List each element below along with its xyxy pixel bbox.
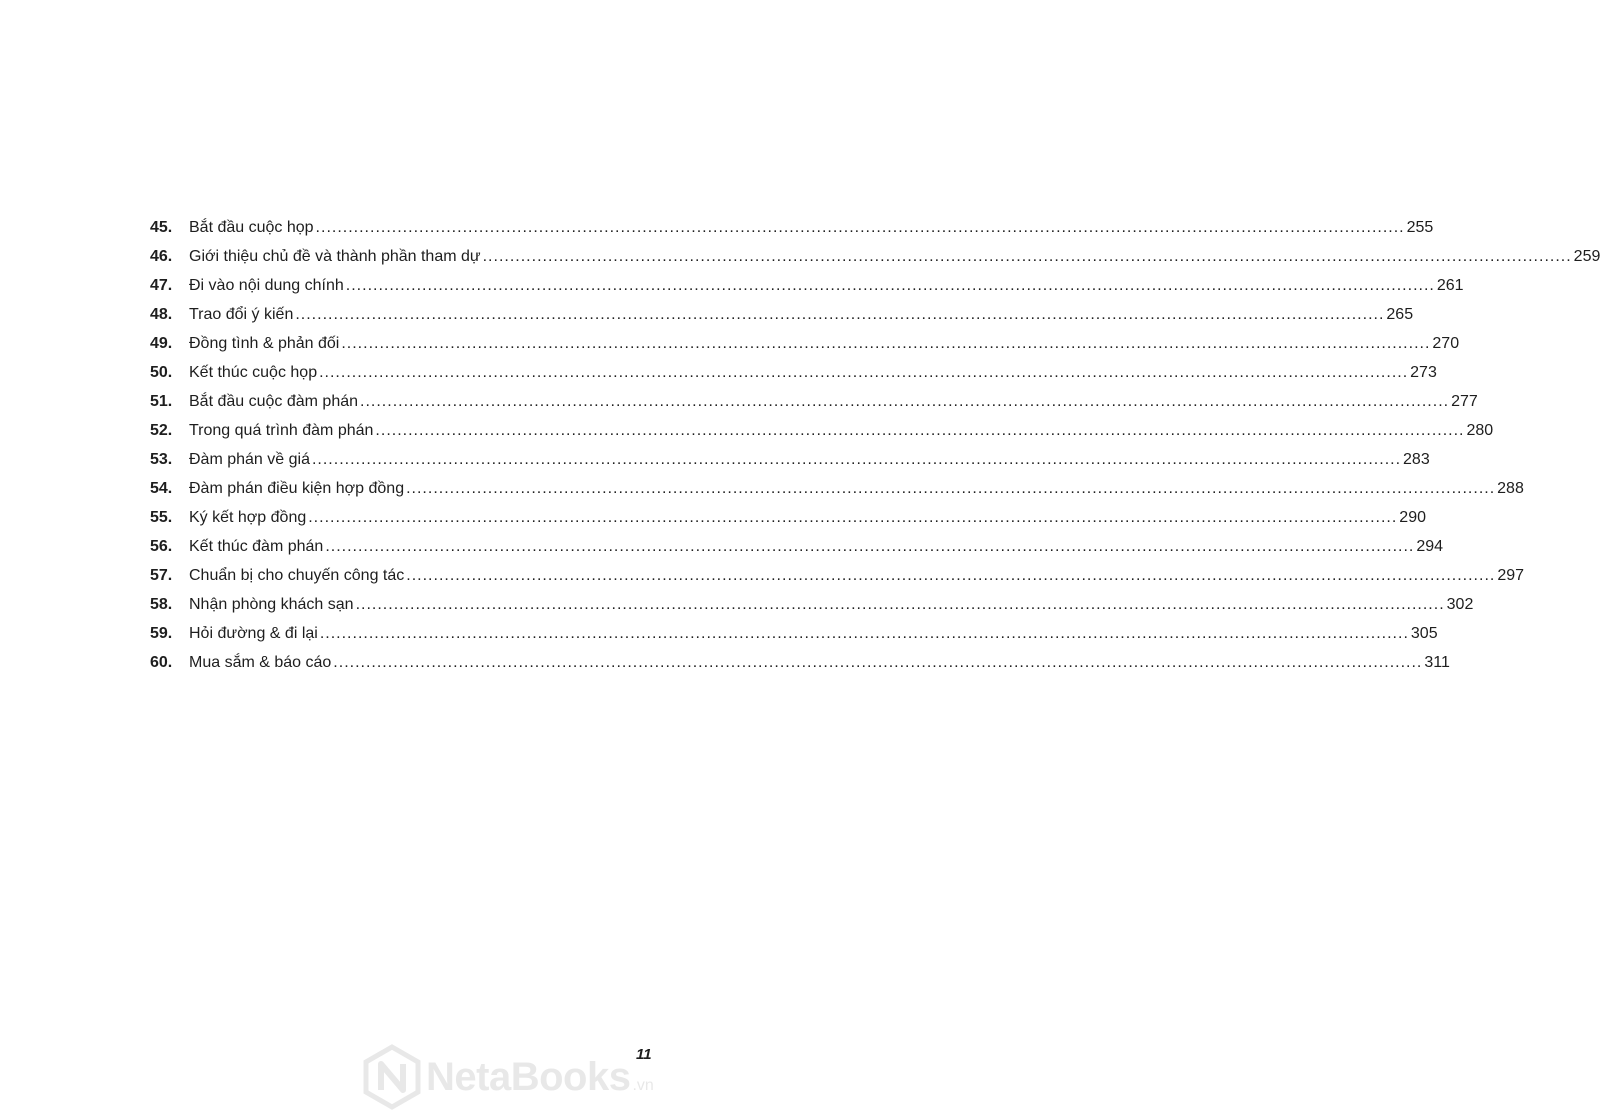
toc-entry-page: 273 [1410,364,1437,381]
toc-entry-title: Bắt đầu cuộc họp [189,219,314,236]
toc-entry-title: Nhận phòng khách sạn [189,596,354,613]
toc-entry-title: Trong quá trình đàm phán [189,422,374,439]
toc-entry-page: 265 [1386,306,1414,323]
table-of-contents [150,213,1600,677]
toc-entry-page: 280 [1466,422,1494,439]
toc-entry-title: Chuẩn bị cho chuyến công tác [189,567,405,584]
toc-entry-page: 261 [1436,277,1464,294]
toc-entry-number: 55. [150,509,173,526]
watermark-suffix: .vn [632,1077,654,1094]
toc-entry [150,503,1426,532]
toc-entry [150,532,1444,561]
toc-entry-title: Ký kết hợp đồng [189,509,307,526]
toc-entry-title: Đàm phán điều kiện hợp đồng [189,480,405,497]
toc-entry-title: Đàm phán về giá [189,451,310,468]
toc-entry-page: 283 [1403,451,1430,468]
toc-entry [150,416,1494,445]
toc-leader-dots: ........................................................................................................................................................................................................ [308,509,1398,526]
toc-entry-number: 58. [150,596,173,613]
toc-entry-page: 270 [1432,335,1460,352]
toc-entry [150,300,1414,329]
watermark [362,1042,692,1112]
toc-entry [150,242,1600,271]
toc-entry [150,213,1434,242]
toc-leader-dots: ........................................................................................................................................................................................................ [482,248,1572,265]
toc-leader-dots: ........................................................................................................................................................................................................ [406,480,1496,497]
toc-entry-title: Đi vào nội dung chính [189,277,344,294]
toc-entry-page: 277 [1451,393,1478,410]
toc-leader-dots: ........................................................................................................................................................................................................ [375,422,1465,439]
toc-entry-page: 294 [1416,538,1444,555]
toc-entry-number: 47. [150,277,173,294]
toc-leader-dots: ........................................................................................................................................................................................................ [360,393,1450,410]
toc-entry-number: 50. [150,364,173,381]
toc-entry-number: 54. [150,480,173,497]
toc-entry-page: 259 [1573,248,1600,265]
toc-entry [150,271,1464,300]
toc-leader-dots: ........................................................................................................................................................................................................ [311,451,1402,468]
toc-entry-page: 302 [1446,596,1474,613]
toc-entry-title: Hỏi đường & đi lại [189,625,318,642]
toc-leader-dots: ........................................................................................................................................................................................................ [355,596,1445,613]
toc-entry-title: Mua sắm & báo cáo [189,654,332,671]
toc-entry-title: Đồng tình & phản đối [189,335,340,352]
toc-entry [150,648,1450,677]
toc-entry-number: 49. [150,335,173,352]
toc-entry-title: Kết thúc cuộc họp [189,364,318,381]
netabooks-logo-icon [362,1044,422,1110]
toc-entry-number: 60. [150,654,173,671]
toc-entry-number: 51. [150,393,173,410]
watermark-brand: NetaBooks [426,1054,631,1099]
toc-entry [150,387,1478,416]
toc-leader-dots: ........................................................................................................................................................................................................ [319,364,1409,381]
toc-leader-dots: ........................................................................................................................................................................................................ [333,654,1423,671]
toc-leader-dots: ........................................................................................................................................................................................................ [341,335,1431,352]
toc-leader-dots: ........................................................................................................................................................................................................ [295,306,1385,323]
page-number: 11 [636,1046,652,1063]
toc-entry-number: 48. [150,306,173,323]
toc-entry-number: 57. [150,567,173,584]
toc-leader-dots: ........................................................................................................................................................................................................ [325,538,1415,555]
toc-entry-title: Trao đổi ý kiến [189,306,294,323]
toc-entry [150,561,1525,590]
toc-entry-number: 52. [150,422,173,439]
toc-entry-page: 297 [1497,567,1525,584]
toc-entry-number: 45. [150,219,173,236]
toc-entry-title: Giới thiệu chủ đề và thành phần tham dự [189,248,481,265]
toc-entry [150,590,1474,619]
toc-entry-number: 59. [150,625,173,642]
toc-entry-page: 305 [1410,625,1438,642]
toc-entry [150,358,1437,387]
toc-entry [150,329,1460,358]
toc-entry [150,619,1438,648]
toc-entry-number: 46. [150,248,173,265]
toc-entry [150,474,1524,503]
toc-leader-dots: ........................................................................................................................................................................................................ [319,625,1409,642]
toc-entry-number: 56. [150,538,173,555]
toc-leader-dots: ........................................................................................................................................................................................................ [406,567,1496,584]
toc-leader-dots: ........................................................................................................................................................................................................ [315,219,1405,236]
toc-entry [150,445,1430,474]
toc-entry-title: Bắt đầu cuộc đàm phán [189,393,359,410]
toc-entry-page: 290 [1399,509,1426,526]
toc-entry-number: 53. [150,451,173,468]
toc-entry-page: 255 [1406,219,1434,236]
toc-entry-title: Kết thúc đàm phán [189,538,324,555]
toc-leader-dots: ........................................................................................................................................................................................................ [345,277,1435,294]
toc-entry-page: 311 [1424,654,1450,671]
toc-entry-page: 288 [1497,480,1524,497]
